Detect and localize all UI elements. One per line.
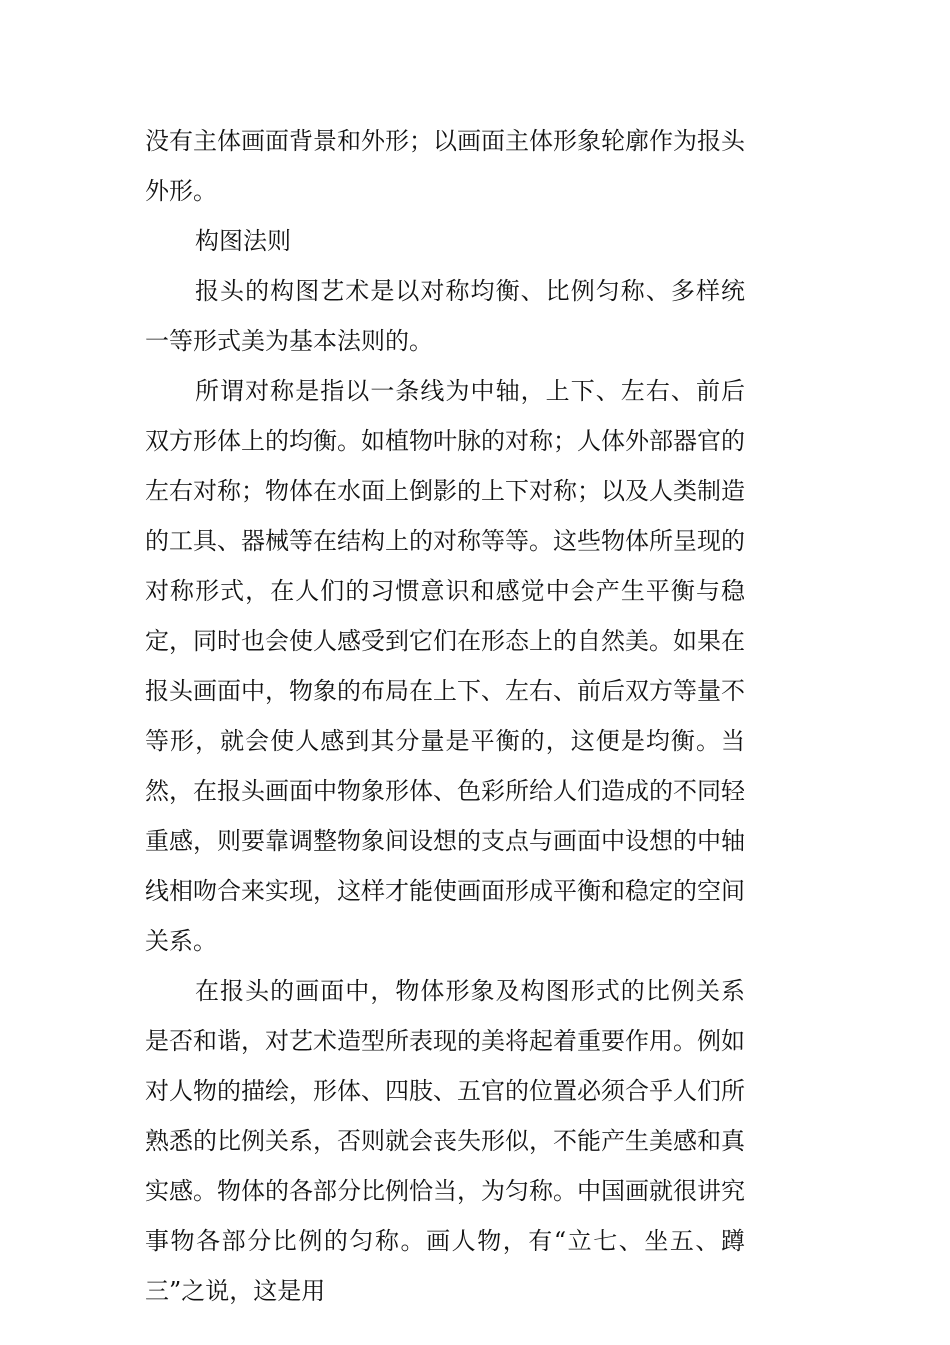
paragraph-intro-continuation: 没有主体画面背景和外形；以画面主体形象轮廓作为报头外形。 — [145, 127, 745, 205]
paragraph-proportion: 在报头的画面中，物体形象及构图形式的比例关系是否和谐，对艺术造型所表现的美将起着重要作用。例如对人物的描绘，形体、四肢、五官的位置必须合乎人们所熟悉的比例关系，否则就会丧失形似，不能产生美感和真实感。物体的各部分比例恰当，为匀称。中国画就很讲究事物各部分比例的匀称。画人物，有“立七、坐五、蹲三”之说，这是用 — [145, 977, 745, 1305]
paragraph-composition-principles: 报头的构图艺术是以对称均衡、比例匀称、多样统一等形式美为基本法则的。 — [145, 277, 745, 355]
body-text — [145, 116, 745, 1316]
section-heading-composition-rules: 构图法则 — [195, 227, 291, 255]
paragraph-symmetry-balance: 所谓对称是指以一条线为中轴，上下、左右、前后双方形体上的均衡。如植物叶脉的对称；人体外部器官的左右对称；物体在水面上倒影的上下对称；以及人类制造的工具、器械等在结构上的对称等等。这些物体所呈现的对称形式，在人们的习惯意识和感觉中会产生平衡与稳定，同时也会使人感受到它们在形态上的自然美。如果在报头画面中，物象的布局在上下、左右、前后双方等量不等形，就会使人感到其分量是平衡的，这便是均衡。当然，在报头画面中物象形体、色彩所给人们造成的不同轻重感，则要靠调整物象间设想的支点与画面中设想的中轴线相吻合来实现，这样才能使画面形成平衡和稳定的空间关系。 — [145, 377, 745, 955]
